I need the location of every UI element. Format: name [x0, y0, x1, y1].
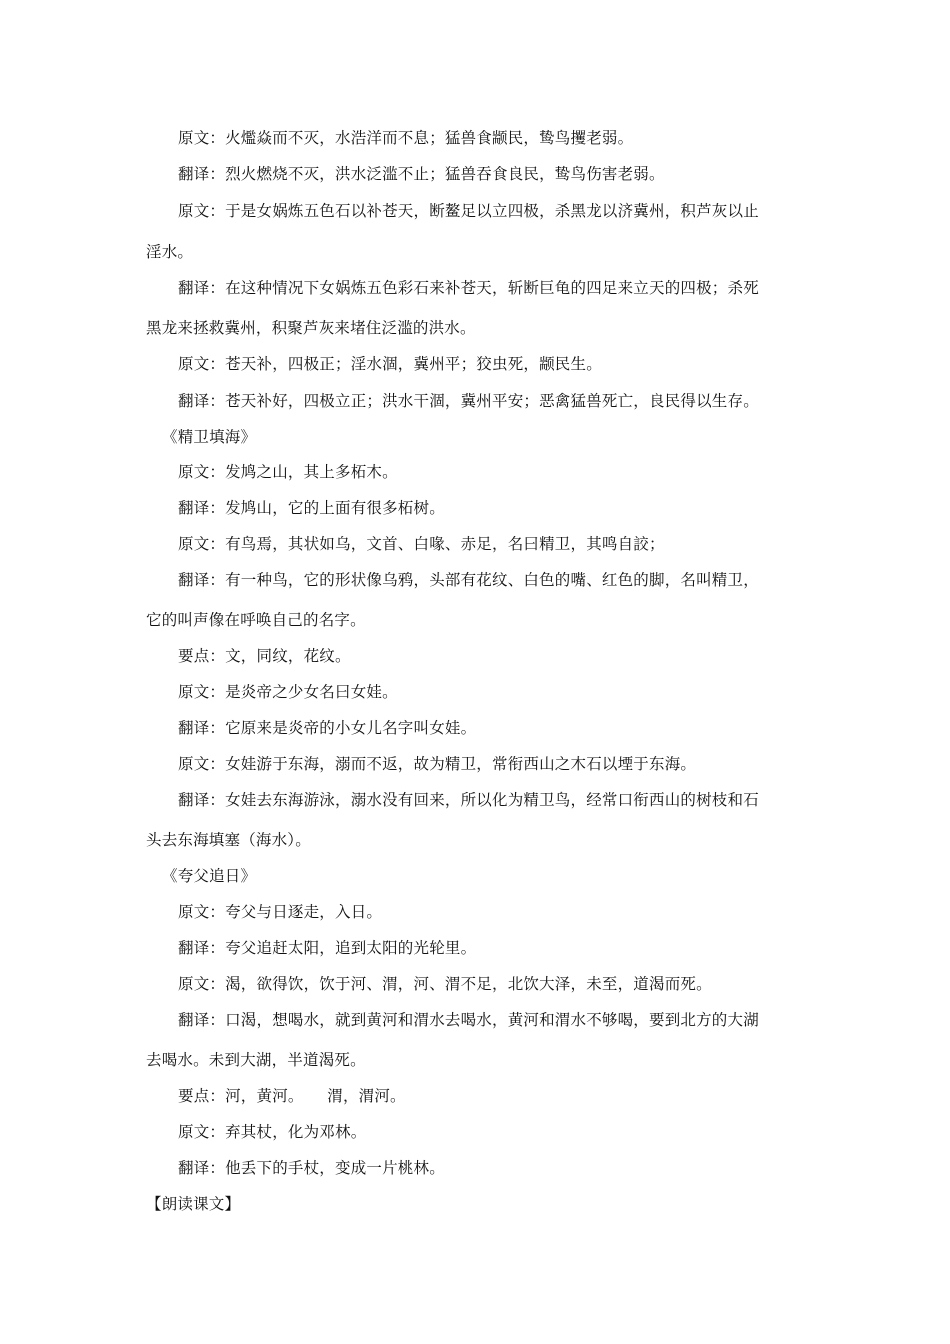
key-point-line: 要点：文，同纹，花纹。	[178, 647, 351, 665]
translation-line: 翻译：口渴，想喝水，就到黄河和渭水去喝水，黄河和渭水不够喝，要到北方的大湖	[178, 1011, 759, 1029]
translation-continuation: 头去东海填塞（海水）。	[146, 831, 311, 849]
translation-line: 翻译：烈火燃烧不灭，洪水泛滥不止；猛兽吞食良民，鸷鸟伤害老弱。	[178, 165, 665, 183]
translation-continuation: 去喝水。未到大湖，半道渴死。	[146, 1051, 366, 1069]
original-text-line: 原文：弃其杖，化为邓林。	[178, 1123, 367, 1141]
original-text-line: 原文：发鸠之山，其上多柘木。	[178, 463, 398, 481]
translation-line: 翻译：有一种鸟，它的形状像乌鸦，头部有花纹、白色的嘴、红色的脚，名叫精卫，	[178, 571, 759, 589]
section-title-jingwei: 《精卫填海》	[162, 428, 257, 446]
original-text-line: 原文：渴，欲得饮，饮于河、渭，河、渭不足，北饮大泽，未至，道渴而死。	[178, 975, 712, 993]
original-text-line: 原文：夸父与日逐走，入日。	[178, 903, 383, 921]
translation-line: 翻译：发鸠山，它的上面有很多柘树。	[178, 499, 445, 517]
translation-line: 翻译：女娃去东海游泳，溺水没有回来，所以化为精卫鸟，经常口衔西山的树枝和石	[178, 791, 759, 809]
translation-line: 翻译：它原来是炎帝的小女儿名字叫女娃。	[178, 719, 477, 737]
translation-continuation: 它的叫声像在呼唤自己的名字。	[146, 611, 366, 629]
translation-line: 翻译：他丢下的手杖，变成一片桃林。	[178, 1159, 445, 1177]
translation-line: 翻译：在这种情况下女娲炼五色彩石来补苍天，斩断巨龟的四足来立天的四极；杀死	[178, 279, 759, 297]
original-text-line: 原文：女娃游于东海，溺而不返，故为精卫，常衔西山之木石以堙于东海。	[178, 755, 697, 773]
translation-line: 翻译：苍天补好，四极立正；洪水干涸，冀州平安；恶禽猛兽死亡，良民得以生存。	[178, 392, 759, 410]
section-title-kuafu: 《夸父追日》	[162, 867, 257, 885]
original-text-line: 原文：有鸟焉，其状如乌，文首、白喙、赤足，名曰精卫，其鸣自詨；	[178, 535, 665, 553]
translation-continuation: 黑龙来拯救冀州，积聚芦灰来堵住泛滥的洪水。	[146, 319, 476, 337]
original-text-line: 原文：苍天补，四极正；淫水涸，冀州平；狡虫死，颛民生。	[178, 355, 602, 373]
original-text-continuation: 淫水。	[146, 243, 194, 261]
section-heading-read-aloud: 【朗读课文】	[146, 1195, 241, 1213]
key-point-line: 要点：河，黄河。 渭，渭河。	[178, 1087, 406, 1105]
original-text-line: 原文：火爁焱而不灭，水浩洋而不息；猛兽食颛民，鸷鸟攫老弱。	[178, 129, 634, 147]
original-text-line: 原文：于是女娲炼五色石以补苍天，断鳌足以立四极，杀黑龙以济冀州，积芦灰以止	[178, 202, 759, 220]
translation-line: 翻译：夸父追赶太阳，追到太阳的光轮里。	[178, 939, 477, 957]
original-text-line: 原文：是炎帝之少女名曰女娃。	[178, 683, 398, 701]
